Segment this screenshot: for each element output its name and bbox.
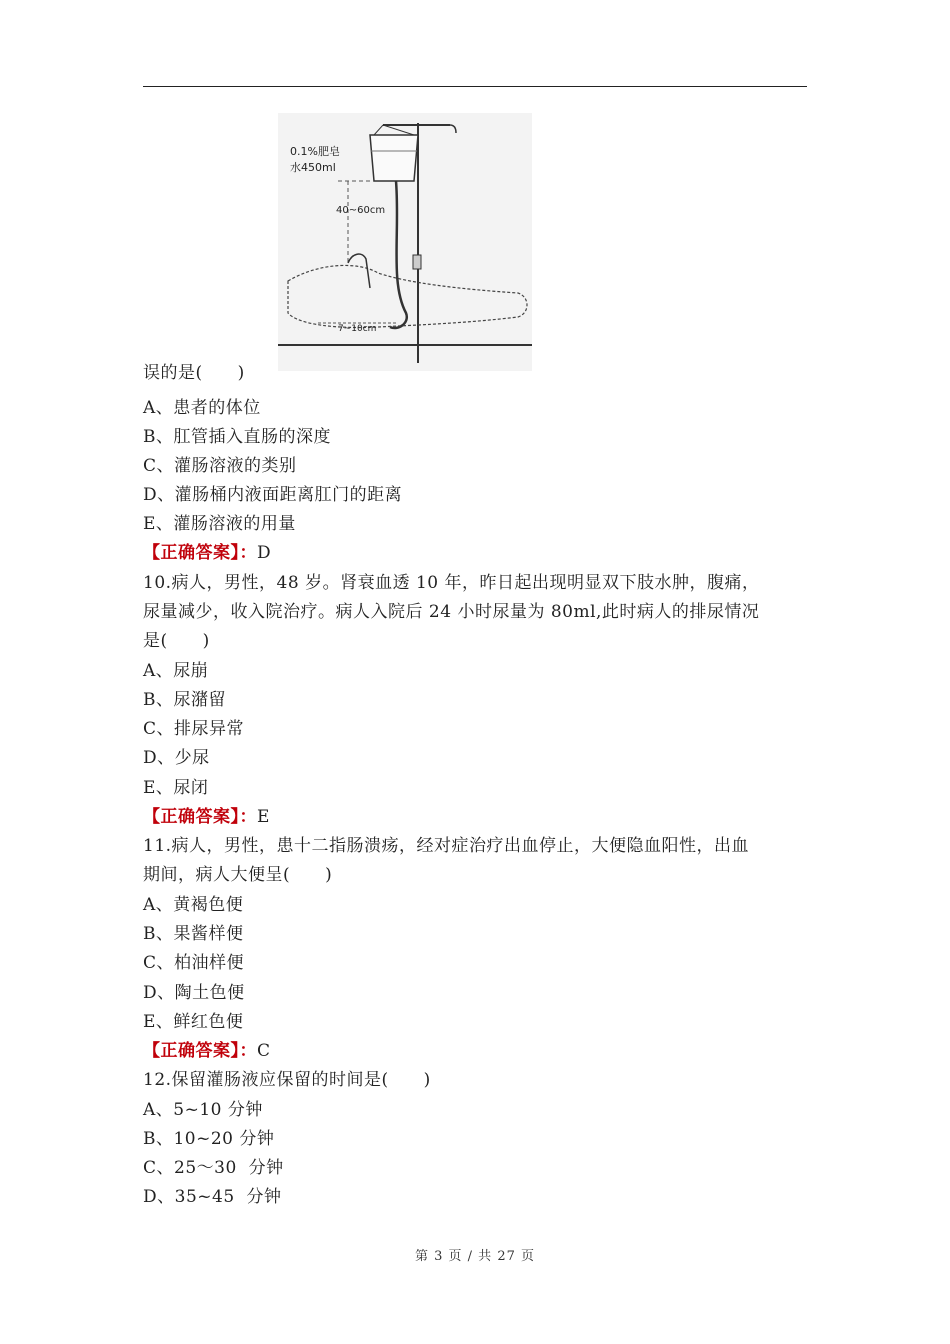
answer-value: D [257,543,272,563]
q12-stem: 12.保留灌肠液应保留的时间是( ) [143,1070,431,1090]
q9-option-b: B、肛管插入直肠的深度 [143,427,331,447]
q9-option-c: C、灌肠溶液的类别 [143,456,297,476]
q9-stem: 误的是( ) [143,363,245,383]
q9-option-d: D、灌肠桶内液面距离肛门的距离 [143,485,403,505]
q11-option-c: C、柏油样便 [143,953,245,973]
q11-option-d: D、陶土色便 [143,983,245,1003]
q10-stem-line1: 10.病人，男性，48 岁。肾衰血透 10 年，昨日起出现明显双下肢水肿，腹痛， [143,573,760,593]
q11-option-e: E、鲜红色便 [143,1012,244,1032]
q12-option-a: A、5~10 分钟 [143,1100,263,1120]
q10-option-d: D、少尿 [143,748,210,768]
q11-option-b: B、果酱样便 [143,924,244,944]
q11-answer [143,1040,271,1062]
q10-option-b: B、尿潴留 [143,690,226,710]
q10-option-c: C、排尿异常 [143,719,245,739]
q12-option-d: D、35~45 分钟 [143,1187,282,1207]
q10-stem-line2: 尿量减少，收入院治疗。病人入院后 24 小时尿量为 80ml,此时病人的排尿情况 [143,602,760,622]
q11-stem-line1: 11.病人，男性，患十二指肠溃疡，经对症治疗出血停止，大便隐血阳性，出血 [143,836,750,856]
figure-label-height: 40~60cm [336,205,386,216]
answer-value: E [257,807,270,827]
q9-option-a: A、患者的体位 [143,398,261,418]
enema-illustration [278,113,532,371]
answer-value: C [257,1041,271,1061]
q11-stem-line2: 期间，病人大便呈( ) [143,865,333,885]
q10-option-e: E、尿闭 [143,778,209,798]
q9-answer [143,542,271,564]
answer-tag: 【正确答案】： [143,1041,257,1061]
answer-tag: 【正确答案】： [143,543,257,563]
header-rule [143,86,807,87]
answer-tag: 【正确答案】： [143,807,257,827]
page-footer: 第 3 页 / 共 27 页 [415,1249,535,1264]
q11-option-a: A、黄褐色便 [143,895,244,915]
q9-option-e: E、灌肠溶液的用量 [143,514,296,534]
q10-stem-line3: 是( ) [143,631,210,651]
figure-label-depth: 7~10cm [338,324,377,334]
q10-option-a: A、尿崩 [143,661,209,681]
figure-label-volume: 水450ml [290,161,336,174]
q10-answer [143,806,270,828]
q12-option-c: C、25～30 分钟 [143,1158,284,1178]
q12-option-b: B、10~20 分钟 [143,1129,275,1149]
figure-label-solution: 0.1%肥皂 [290,145,340,158]
